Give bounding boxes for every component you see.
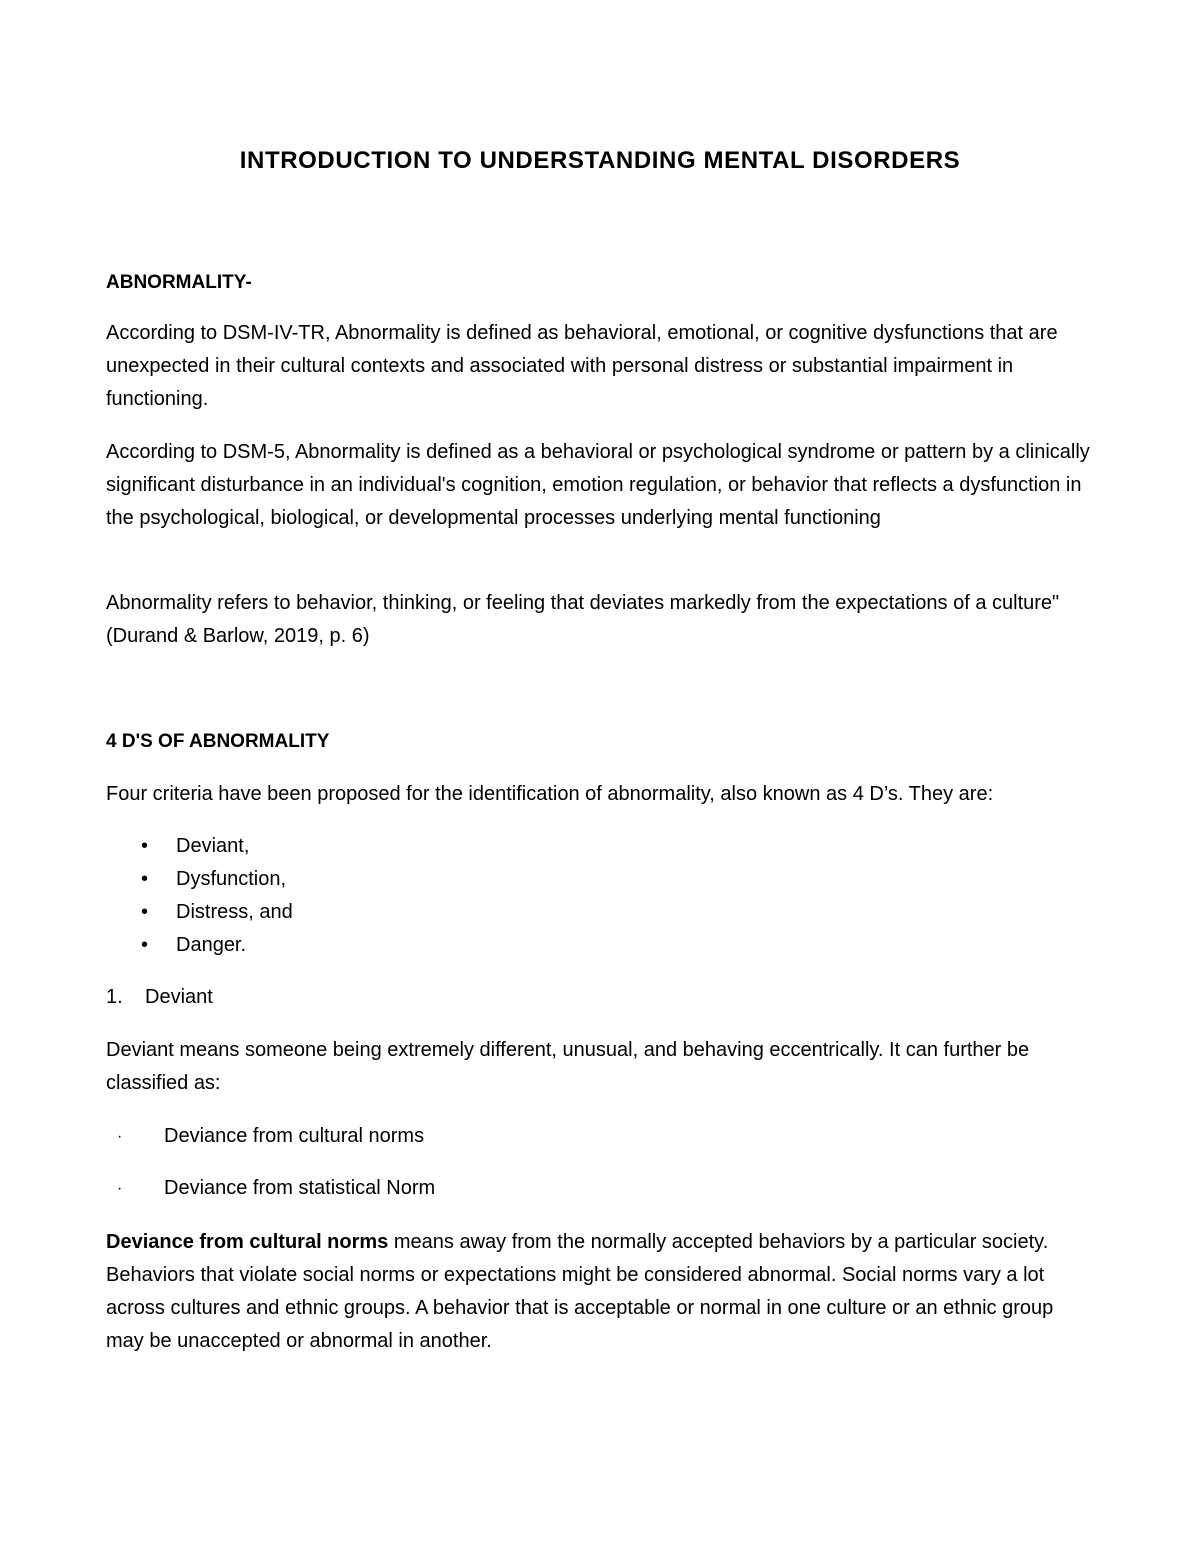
list-item: Distress, and bbox=[176, 901, 293, 923]
deviant-paragraph: Deviant means someone being extremely different, unusual, and behaving eccentrically. It can further be classified as: bbox=[106, 1039, 1030, 1094]
abnormality-dsm5-paragraph: According to DSM-5, Abnormality is defined as a behavioral or psychological syndrome or pattern by a clinically significant disturbance in an individual's cognition, emotion regulation, or behavior that reflects a dysfunction in the psychological, biological, or developmental processes underlying mental functioning bbox=[106, 441, 1090, 529]
list-item: Deviance from statistical Norm bbox=[164, 1177, 436, 1199]
bullet-icon: • bbox=[141, 934, 149, 956]
list-item: Deviant, bbox=[176, 835, 250, 857]
bullet-icon: • bbox=[141, 835, 149, 857]
cultural-norms-paragraph bbox=[106, 1226, 1096, 1358]
four-ds-intro: Four criteria have been proposed for the identification of abnormality, also known as 4 D’s. They are: bbox=[106, 783, 994, 805]
four-ds-heading: 4 D'S OF ABNORMALITY bbox=[106, 731, 330, 752]
list-item: Dysfunction, bbox=[176, 868, 287, 890]
abnormality-durand-paragraph: Abnormality refers to behavior, thinking, or feeling that deviates markedly from the expectations of a culture" (Durand & Barlow, 2019, p. 6) bbox=[106, 592, 1060, 647]
abnormality-dsm4-paragraph: According to DSM-IV-TR, Abnormality is defined as behavioral, emotional, or cognitive dysfunctions that are unexpected in their cultural contexts and associated with personal distress or substantial impairment in functioning. bbox=[106, 322, 1058, 410]
deviant-number: 1. bbox=[106, 986, 123, 1008]
bullet-icon: • bbox=[141, 901, 149, 923]
list-item: Danger. bbox=[176, 934, 247, 956]
deviant-heading: Deviant bbox=[145, 986, 213, 1008]
cultural-norms-text: means away from the normally accepted behaviors by a particular society. Behaviors that violate social norms or expectations might be considered abnormal. Social norms vary a lot across cultures and ethnic groups. A behavior that is acceptable or normal in one culture or an ethnic group may be unaccepted or abnormal in another. bbox=[106, 1231, 1054, 1352]
sub-bullet-icon: · bbox=[117, 1128, 123, 1145]
list-item: Deviance from cultural norms bbox=[164, 1125, 425, 1147]
abnormality-heading: ABNORMALITY- bbox=[106, 272, 252, 293]
bullet-icon: • bbox=[141, 868, 149, 890]
cultural-norms-term: Deviance from cultural norms bbox=[106, 1231, 389, 1253]
sub-bullet-icon: · bbox=[117, 1180, 123, 1197]
page-title: INTRODUCTION TO UNDERSTANDING MENTAL DISORDERS bbox=[239, 147, 961, 174]
